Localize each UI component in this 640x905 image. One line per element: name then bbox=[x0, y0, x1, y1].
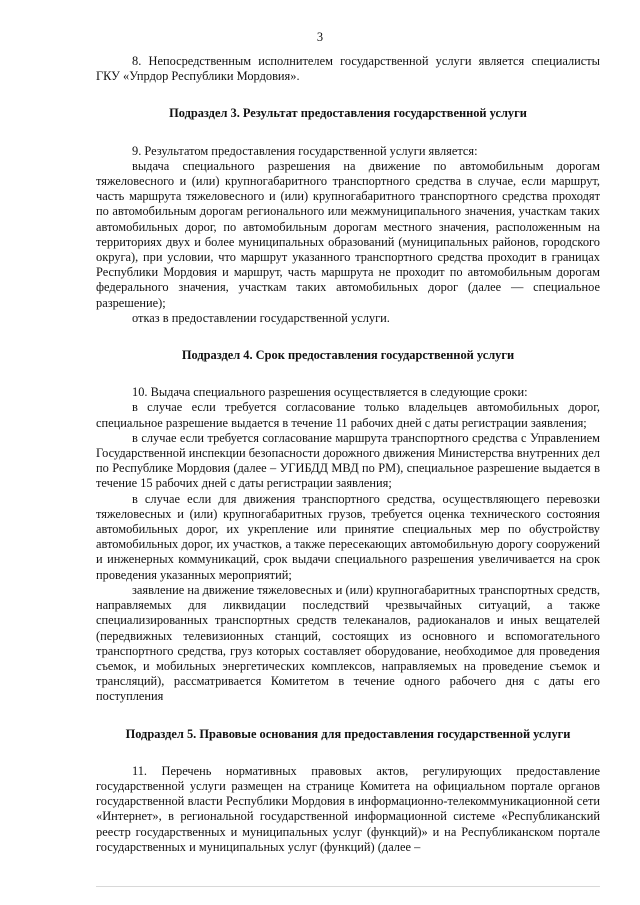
item-9-intro: 9. Результатом предоставления государственной услуги является: bbox=[132, 143, 478, 158]
section-3-heading: Подраздел 3. Результат предоставления государственной услуги bbox=[169, 106, 527, 121]
term-case-3-paragraph: в случае если для движения транспортного средства, осуществляющего перевозки тяжеловесных и (или) крупногабаритных грузов, требуется оценка технического состояния автомобильных дорог, их укрепление или принятие специальных мер по обустройству автомобильных дорог, их участков, а также пересекающих автомобильную дорогу сооружений и инженерных коммуникаций, срок выдачи специального разрешения увеличивается на срок проведения указанных мероприятий; bbox=[96, 491, 600, 582]
page-content bbox=[96, 54, 600, 855]
page-bottom-divider bbox=[96, 886, 600, 887]
result-refusal-paragraph: отказ в предоставлении государственной услуги. bbox=[132, 310, 390, 325]
section-5-heading: Подраздел 5. Правовые основания для предоставления государственной услуги bbox=[125, 726, 571, 741]
term-case-2-paragraph: в случае если требуется согласование маршрута транспортного средства с Управлением Государственной инспекции безопасности дорожного движения Министерства внутренних дел по Республике Мордовия (далее – УГИБДД МВД по РМ), специальное разрешение выдается в течение 15 рабочих дней с даты регистрации заявления; bbox=[96, 430, 600, 491]
section-4-heading: Подраздел 4. Срок предоставления государственной услуги bbox=[181, 348, 515, 363]
page-number: 3 bbox=[316, 30, 324, 44]
item-8-paragraph: 8. Непосредственным исполнителем государственной услуги является специалисты ГКУ «Упрдор Республики Мордовия». bbox=[96, 54, 600, 84]
item-10-intro: 10. Выдача специального разрешения осуществляется в следующие сроки: bbox=[132, 385, 528, 400]
term-case-4-paragraph: заявление на движение тяжеловесных и (или) крупногабаритных транспортных средств, направляемых для ликвидации последствий чрезвычайных ситуаций, а также специализированных транспортных средств телеканалов, радиоканалов и иных вещателей (передвижных телевизионных станций, состоящих из основного и вспомогательного транспортного средства, груз которых составляет оборудование, необходимое для проведения съемок, и мобильных энергетических комплексов, направляемых на проведение съемок и трансляций), рассматривается Комитетом в течение одного рабочего дня с даты его поступления bbox=[96, 582, 600, 704]
term-case-1-paragraph: в случае если требуется согласование только владельцев автомобильных дорог, специальное разрешение выдается в течение 11 рабочих дней с даты регистрации заявления; bbox=[96, 400, 600, 430]
result-special-permit-paragraph: выдача специального разрешения на движение по автомобильным дорогам тяжеловесного и (или) крупногабаритного транспортного средства в случае, если маршрут, часть маршрута тяжеловесного и (или) крупногабаритного транспортного средства проходят по автомобильным дорогам регионального или межмуниципального значения, участкам таких автомобильных дорог, по автомобильным дорогам местного значения, расположенным на территориях двух и более муниципальных образований (муниципальных районов, городского округа), при условии, что маршрут указанного транспортного средства проходит в границах Республики Мордовия и маршрут, часть маршрута не проходит по автомобильным дорогам федерального значения, участкам таких автомобильных дорог (далее — специальное разрешение); bbox=[96, 158, 600, 310]
item-11-paragraph: 11. Перечень нормативных правовых актов, регулирующих предоставление государственной услуги размещен на странице Комитета на официальном портале органов государственной власти Республики Мордовия в информационно-телекоммуникационной сети «Интернет», в региональной государственной информационной системе «Республиканский реестр государственных и муниципальных услуг (функций)» и на Республиканском портале государственных и муниципальных услуг (функций) (далее – bbox=[96, 763, 600, 854]
